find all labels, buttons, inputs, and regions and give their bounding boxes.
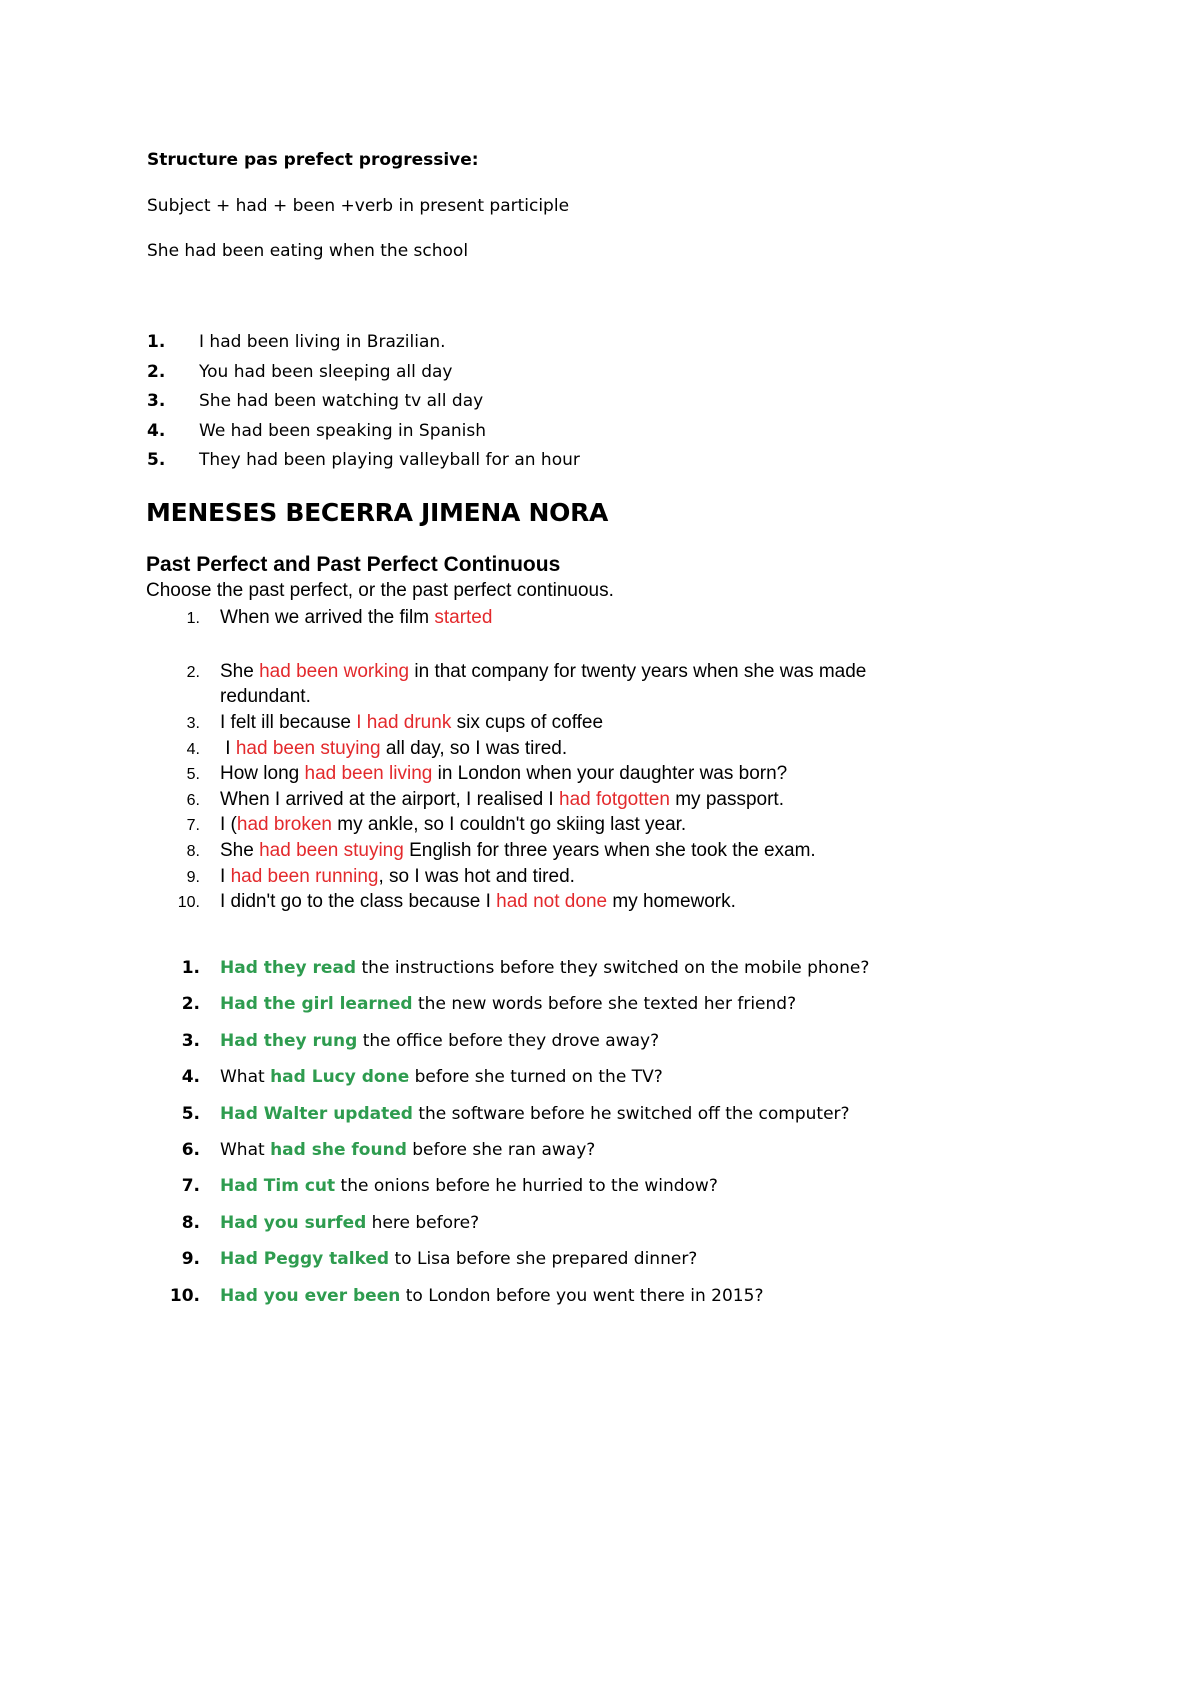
- item-text: my ankle, so I couldn't go skiing last year.: [331, 814, 687, 835]
- exercise-item: [164, 839, 816, 864]
- item-answer: I had drunk: [356, 712, 452, 733]
- question-number: 8.: [181, 1213, 200, 1233]
- item-number: 10.: [177, 894, 200, 911]
- list-item: [147, 332, 446, 352]
- item-text: in London when your daughter was born?: [432, 763, 788, 784]
- item-text: She: [220, 840, 260, 861]
- question-text: before she turned on the TV?: [409, 1067, 663, 1087]
- structure-title: Structure pas prefect progressive:: [147, 150, 479, 170]
- question-text: the new words before she texted her friend?: [412, 994, 797, 1014]
- question-answer: Had Tim cut: [220, 1176, 336, 1196]
- item-number: 6.: [186, 792, 200, 809]
- question-text: the onions before he hurried to the window?: [335, 1176, 718, 1196]
- exercise-item: [164, 711, 604, 736]
- list-number: 2.: [147, 362, 166, 382]
- item-answer: had not done: [496, 891, 608, 912]
- question-number: 1.: [181, 958, 200, 978]
- question-item: [164, 1176, 718, 1196]
- item-text: When we arrived the film: [220, 607, 435, 628]
- item-number: 1.: [186, 610, 200, 627]
- question-answer: Had Peggy talked: [220, 1249, 390, 1269]
- item-text: my homework.: [607, 891, 736, 912]
- item-answer: started: [434, 607, 493, 628]
- question-number: 2.: [181, 994, 200, 1014]
- item-answer: had been working: [259, 661, 410, 682]
- structure-formula: Subject + had + been +verb in present participle: [147, 196, 570, 216]
- question-number: 9.: [181, 1249, 200, 1269]
- exercise-item: [164, 865, 575, 890]
- question-item: [164, 1213, 480, 1233]
- item-text: my passport.: [669, 789, 784, 810]
- question-answer: Had Walter updated: [220, 1104, 413, 1124]
- question-text: to London before you went there in 2015?: [400, 1286, 764, 1306]
- list-text: She had been watching tv all day: [199, 391, 484, 411]
- question-item: [164, 994, 797, 1014]
- list-number: 5.: [147, 450, 166, 470]
- question-item: [164, 958, 870, 978]
- exercise-item-continuation: redundant.: [220, 686, 311, 707]
- item-text: When I arrived at the airport, I realised I: [220, 789, 559, 810]
- item-text: English for three years when she took the exam.: [403, 840, 816, 861]
- list-text: I had been living in Brazilian.: [199, 332, 446, 352]
- item-text: I (: [220, 814, 237, 835]
- list-item: [147, 450, 580, 470]
- exercise-item: [164, 813, 687, 838]
- question-text: the office before they drove away?: [357, 1031, 660, 1051]
- exercise-item: [164, 890, 736, 915]
- question-text: before she ran away?: [406, 1140, 596, 1160]
- question-answer: Had they rung: [220, 1031, 358, 1051]
- question-text: here before?: [366, 1213, 480, 1233]
- list-text: We had been speaking in Spanish: [199, 421, 487, 441]
- item-number: 7.: [186, 817, 200, 834]
- question-number: 4.: [181, 1067, 200, 1087]
- item-number: 9.: [186, 869, 200, 886]
- item-text: I: [220, 866, 231, 887]
- list-item: [147, 391, 483, 411]
- exercise-item: [164, 660, 867, 685]
- item-answer: had broken: [236, 814, 332, 835]
- item-text: I: [220, 738, 236, 759]
- list-item: [147, 362, 453, 382]
- question-text: the software before he switched off the computer?: [412, 1104, 850, 1124]
- item-text: six cups of coffee: [451, 712, 604, 733]
- question-answer: Had they read: [220, 958, 357, 978]
- item-number: 2.: [186, 664, 200, 681]
- item-answer: had been stuying: [259, 840, 404, 861]
- question-answer: had Lucy done: [270, 1067, 410, 1087]
- structure-example: She had been eating when the school: [147, 241, 469, 261]
- exercise-item: [164, 788, 784, 813]
- exercise-item: [164, 606, 493, 631]
- exercise-item: [164, 762, 788, 787]
- question-text: What: [220, 1140, 271, 1160]
- question-answer: had she found: [270, 1140, 407, 1160]
- question-item: [164, 1104, 850, 1124]
- item-text: She: [220, 661, 260, 682]
- question-number: 5.: [181, 1104, 200, 1124]
- question-text: the instructions before they switched on the mobile phone?: [356, 958, 870, 978]
- question-item: [164, 1140, 596, 1160]
- list-item: [147, 421, 486, 441]
- item-number: 3.: [186, 715, 200, 732]
- question-number: 6.: [181, 1140, 200, 1160]
- question-item: [164, 1249, 698, 1269]
- item-answer: had been living: [304, 763, 433, 784]
- list-text: They had been playing valleyball for an hour: [199, 450, 580, 470]
- exercise-instruction: Choose the past perfect, or the past perfect continuous.: [146, 580, 614, 601]
- item-number: 4.: [186, 741, 200, 758]
- item-text: in that company for twenty years when she was made: [409, 661, 867, 682]
- item-text: all day, so I was tired.: [380, 738, 568, 759]
- item-text: I didn't go to the class because I: [220, 891, 497, 912]
- question-number: 7.: [181, 1176, 200, 1196]
- list-number: 3.: [147, 391, 166, 411]
- item-text: How long: [220, 763, 305, 784]
- item-answer: had been running: [230, 866, 379, 887]
- question-text: to Lisa before she prepared dinner?: [389, 1249, 698, 1269]
- list-text: You had been sleeping all day: [199, 362, 453, 382]
- question-number: 3.: [181, 1031, 200, 1051]
- question-answer: Had the girl learned: [220, 994, 413, 1014]
- exercise-item: [164, 737, 568, 762]
- question-item: [164, 1067, 663, 1087]
- question-answer: Had you surfed: [220, 1213, 367, 1233]
- item-answer: had been stuying: [235, 738, 381, 759]
- question-item: [164, 1286, 764, 1306]
- item-text: , so I was hot and tired.: [378, 866, 575, 887]
- item-text: I felt ill because: [220, 712, 357, 733]
- item-number: 8.: [186, 843, 200, 860]
- item-number: 5.: [186, 766, 200, 783]
- question-item: [164, 1031, 660, 1051]
- list-number: 4.: [147, 421, 166, 441]
- question-number: 10.: [169, 1286, 200, 1306]
- student-name: MENESES BECERRA JIMENA NORA: [146, 498, 609, 527]
- question-answer: Had you ever been: [220, 1286, 401, 1306]
- list-number: 1.: [147, 332, 166, 352]
- exercise-heading: Past Perfect and Past Perfect Continuous: [146, 553, 561, 576]
- item-answer: had fotgotten: [559, 789, 670, 810]
- question-text: What: [220, 1067, 271, 1087]
